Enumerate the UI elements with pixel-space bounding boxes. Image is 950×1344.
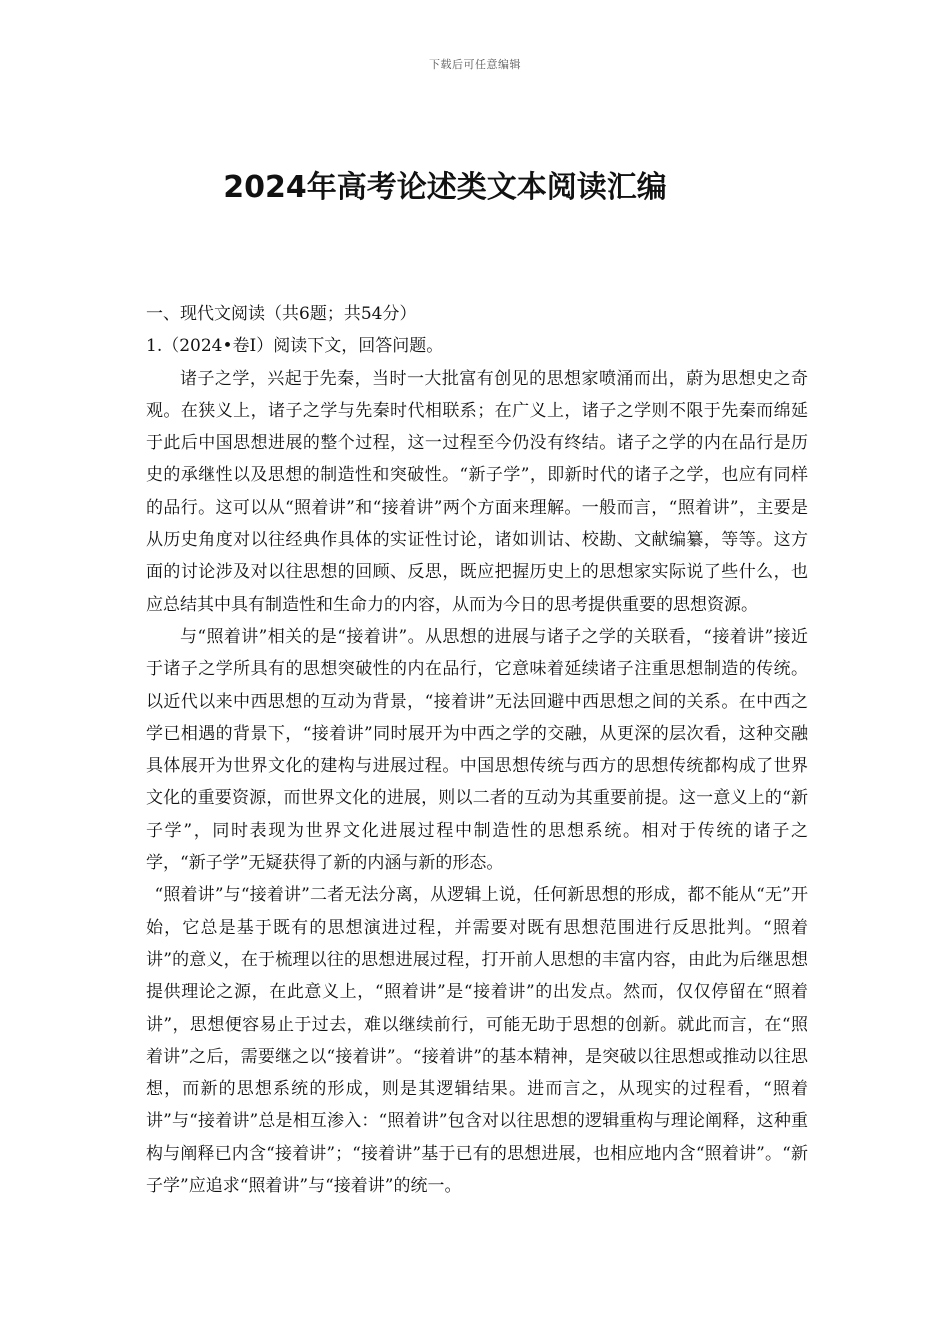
document-body xyxy=(146,298,808,1202)
document-title: 2024年高考论述类文本阅读汇编 xyxy=(223,170,667,205)
header-note: 下载后可任意编辑 xyxy=(429,58,521,71)
question-prompt: 1.（2024•卷Ⅰ）阅读下文，回答问题。 xyxy=(146,336,444,357)
section-heading: 一、现代文阅读（共6题；共54分） xyxy=(146,304,417,324)
passage-paragraph: “照着讲”与“接着讲”二者无法分离，从逻辑上说，任何新思想的形成，都不能从“无”开始，它总是基于既有的思想演进过程，并需要对既有思想范围进行反思批判。“照着讲”的意义，在于梳理以往的思想进展过程，打开前人思想的丰富内容，由此为后继思想提供理论之源，在此意义上，“照着讲”是“接着讲”的出发点。然而，仅仅停留在“照着讲”，思想便容易止于过去，难以继续前行，可能无助于思想的创新。就此而言，在“照着讲”之后，需要继之以“接着讲”。“接着讲”的基本精神，是突破以往思想或推动以往思想，而新的思想系统的形成，则是其逻辑结果。进而言之，从现实的过程看，“照着讲”与“接着讲”总是相互渗入：“照着讲”包含对以往思想的逻辑重构与理论阐释，这种重构与阐释已内含“接着讲”；“接着讲”基于已有的思想进展，也相应地内含“照着讲”。“新子学”应追求“照着讲”与“接着讲”的统一。 xyxy=(146,885,808,1197)
passage-paragraph: 与“照着讲”相关的是“接着讲”。从思想的进展与诸子之学的关联看，“接着讲”接近于诸子之学所具有的思想突破性的内在品行，它意味着延续诸子注重思想制造的传统。以近代以来中西思想的互动为背景，“接着讲”无法回避中西思想之间的关系。在中西之学已相遇的背景下，“接着讲”同时展开为中西之学的交融，从更深的层次看，这种交融具体展开为世界文化的建构与进展过程。中国思想传统与西方的思想传统都构成了世界文化的重要资源，而世界文化的进展，则以二者的互动为其重要前提。这一意义上的“新子学”，同时表现为世界文化进展过程中制造性的思想系统。相对于传统的诸子之学，“新子学”无疑获得了新的内涵与新的形态。 xyxy=(146,626,808,874)
passage-paragraph: 诸子之学，兴起于先秦，当时一大批富有创见的思想家喷涌而出，蔚为思想史之奇观。在狭义上，诸子之学与先秦时代相联系；在广义上，诸子之学则不限于先秦而绵延于此后中国思想进展的整个过程，这一过程至今仍没有终结。诸子之学的内在品行是历史的承继性以及思想的制造性和突破性。“新子学”，即新时代的诸子之学，也应有同样的品行。这可以从“照着讲”和“接着讲”两个方面来理解。一般而言，“照着讲”，主要是从历史角度对以往经典作具体的实证性讨论，诸如训诂、校勘、文献编纂，等等。这方面的讨论涉及对以往思想的回顾、反思，既应把握历史上的思想家实际说了些什么，也应总结其中具有制造性和生命力的内容，从而为今日的思考提供重要的思想资源。 xyxy=(146,368,808,615)
